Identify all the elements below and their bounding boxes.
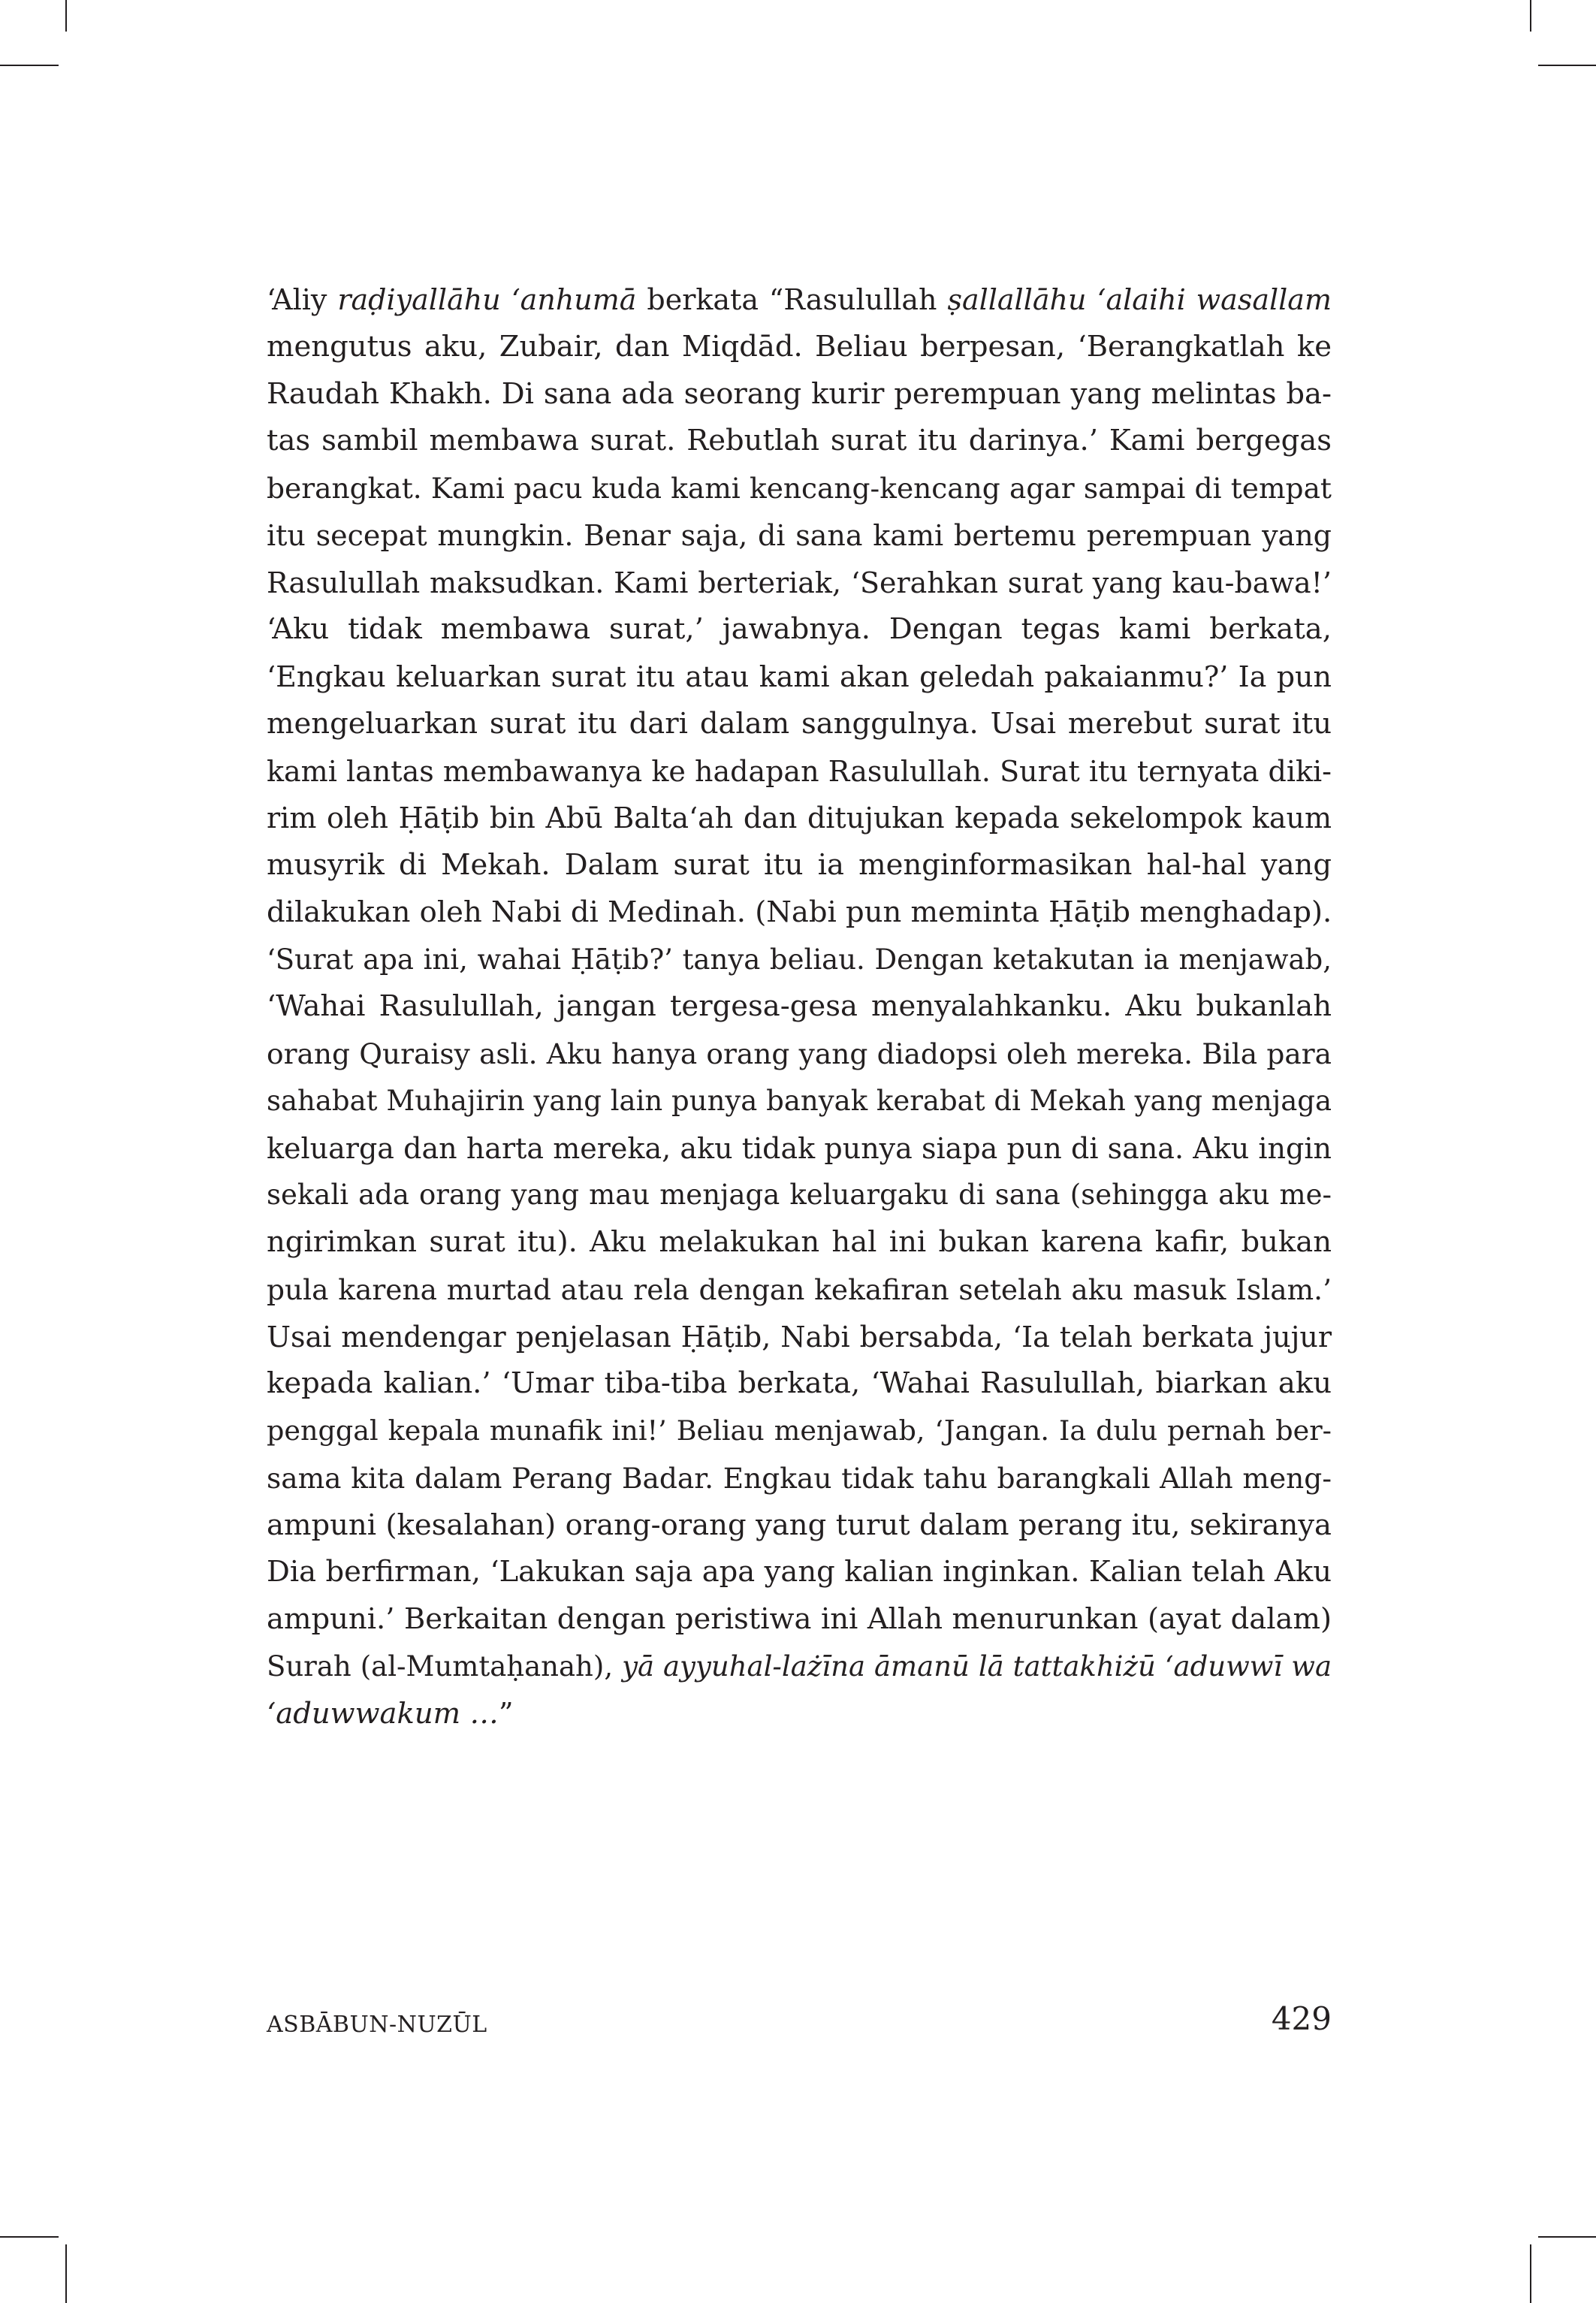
text-line: mengeluarkan surat itu dari dalam sanggulnya. Usai merebut surat itu	[267, 706, 1332, 741]
text-line: ‘Wahai Rasulullah, jangan tergesa-gesa menyalahkanku. Aku bukanlah	[267, 989, 1332, 1024]
crop-mark	[1530, 2244, 1531, 2303]
text-line: rim oleh Ḥāṭib bin Abū Balta‘ah dan ditujukan kepada sekelompok kaum	[267, 801, 1332, 835]
text-line: itu secepat mungkin. Benar saja, di sana kami bertemu perempuan yang	[267, 518, 1332, 552]
crop-mark	[1538, 2236, 1596, 2238]
text-line: pula karena murtad atau rela dengan kekafiran setelah aku masuk Islam.’	[267, 1272, 1332, 1306]
text-line: berangkat. Kami pacu kuda kami kencang-kencang agar sampai di tempat	[267, 472, 1332, 505]
text-line: ngirimkan surat itu). Aku melakukan hal ini bukan karena kafir, bukan	[267, 1225, 1332, 1259]
text-line: sahabat Muhajirin yang lain punya banyak kerabat di Mekah yang menjaga	[267, 1084, 1332, 1117]
crop-mark	[65, 0, 67, 32]
page-number: 429	[1271, 2000, 1332, 2037]
text-line: ampuni (kesalahan) orang-orang yang turut dalam perang itu, sekiranya	[267, 1508, 1332, 1542]
text-line: penggal kepala munafik ini!’ Beliau menjawab, ‘Jangan. Ia dulu pernah ber-	[267, 1414, 1332, 1447]
text-line: ‘Engkau keluarkan surat itu atau kami akan geledah pakaianmu?’ Ia pun	[267, 660, 1332, 693]
text-line: Surah (al-Mumtaḥanah), yā ayyuhal-lażīna āmanū lā tattakhiżū ‘aduwwī wa	[267, 1650, 1332, 1683]
text-line: Dia berfirman, ‘Lakukan saja apa yang kalian inginkan. Kalian telah Aku	[267, 1555, 1332, 1589]
text-line: mengutus aku, Zubair, dan Miqdād. Beliau berpesan, ‘Berangkatlah ke	[267, 329, 1332, 364]
crop-mark	[65, 2244, 67, 2303]
text-line: dilakukan oleh Nabi di Medinah. (Nabi pun meminta Ḥāṭib menghadap).	[267, 895, 1332, 929]
text-line: ‘aduwwakum …”	[267, 1696, 514, 1731]
text-line: ‘Surat apa ini, wahai Ḥāṭib?’ tanya beliau. Dengan ketakutan ia menjawab,	[267, 943, 1332, 976]
text-line: ‘Aku tidak membawa surat,’ jawabnya. Dengan tegas kami berkata,	[267, 612, 1332, 647]
text-line: kepada kalian.’ ‘Umar tiba-tiba berkata, ‘Wahai Rasulullah, biarkan aku	[267, 1366, 1332, 1401]
text-line: sekali ada orang yang mau menjaga keluargaku di sana (sehingga aku me-	[267, 1179, 1332, 1212]
text-line: keluarga dan harta mereka, aku tidak punya siapa pun di sana. Aku ingin	[267, 1131, 1332, 1165]
crop-mark	[1538, 65, 1596, 66]
text-line: orang Quraisy asli. Aku hanya orang yang diadopsi oleh mereka. Bila para	[267, 1037, 1332, 1070]
text-line: sama kita dalam Perang Badar. Engkau tidak tahu barangkali Allah meng-	[267, 1461, 1332, 1495]
text-line: kami lantas membawanya ke hadapan Rasulullah. Surat itu ternyata diki-	[267, 754, 1332, 788]
text-line: ampuni.’ Berkaitan dengan peristiwa ini Allah menurunkan (ayat dalam)	[267, 1602, 1332, 1636]
crop-mark	[0, 65, 59, 66]
text-line: Usai mendengar penjelasan Ḥāṭib, Nabi bersabda, ‘Ia telah berkata jujur	[267, 1320, 1332, 1354]
crop-mark	[1530, 0, 1531, 32]
body-text	[267, 276, 1332, 1737]
text-line: tas sambil membawa surat. Rebutlah surat itu darinya.’ Kami bergegas	[267, 424, 1332, 458]
text-line: ‘Aliy raḍiyallāhu ‘anhumā berkata “Rasulullah ṣallallāhu ‘alaihi wasallam	[267, 283, 1332, 316]
running-title: ASBĀBUN-NUZŪL	[267, 2012, 487, 2038]
text-line: Raudah Khakh. Di sana ada seorang kurir perempuan yang melintas ba-	[267, 376, 1332, 411]
text-line: musyrik di Mekah. Dalam surat itu ia menginformasikan hal-hal yang	[267, 848, 1332, 882]
text-line: Rasulullah maksudkan. Kami berteriak, ‘Serahkan surat yang kau-bawa!’	[267, 566, 1332, 599]
crop-mark	[0, 2236, 59, 2238]
